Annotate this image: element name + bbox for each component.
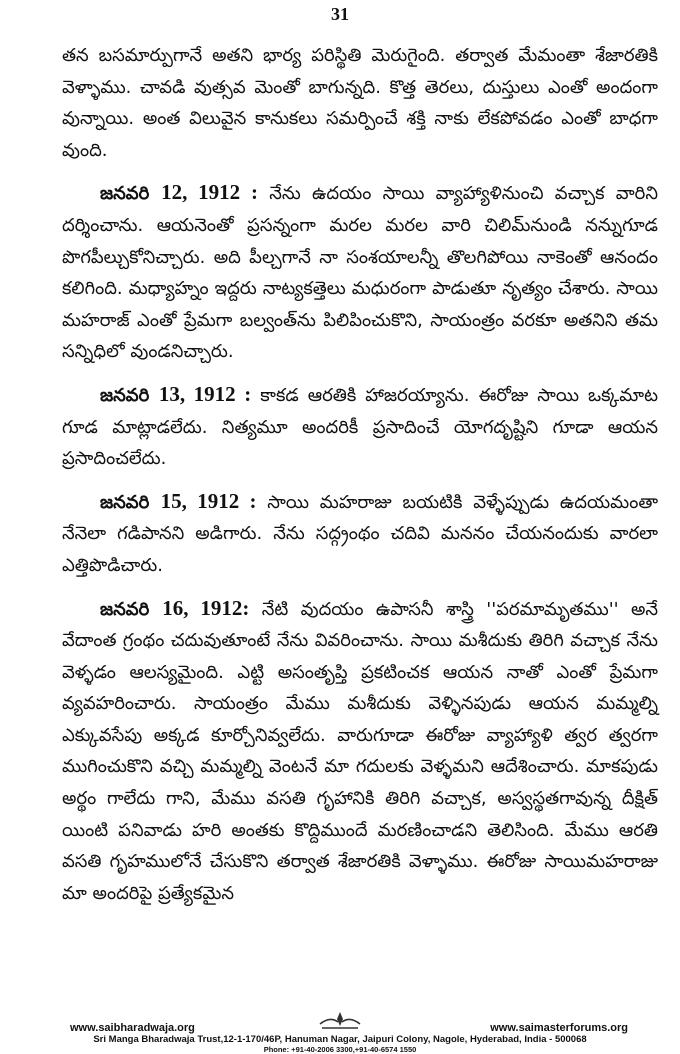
trust-emblem-icon [316,1010,364,1032]
entry-text: నేటి వుదయం ఉపాసనీ శాస్త్రి ''పరమామృతము'' అనే వేదాంత గ్రంథం చదువుతూంటే నేను వివరించాను. సాయి మశీదుకు తిరిగి వచ్చాక నేను వెళ్ళడం ఆలస్యమైంది. ఎట్టి అసంతృప్తి ప్రకటించక ఆయన నాతో ఎంతో ప్రేమగా వ్యవహరించారు. సాయంత్రం మేము మశీదుకు వెళ్ళినపుడు ఆయన మమ్మల్ని ఎక్కువసేపు అక్కడ కూర్చోనివ్వలేదు. వారుగూడా ఈరోజు వ్యాహ్యాళి త్వర త్వరగా ముగించుకొని వచ్చి మమ్మల్ని వెంటనే మా గదులకు వెళ్ళమని ఆదేశించారు. మాకపుడు అర్థం గాలేదు గాని, మేము వసతి గృహానికి తిరిగి వచ్చాక, అస్వస్థతగావున్న దీక్షిత్ యింటి పనివాడు హరి అంతకు కొద్దిముందే మరణించాడని తెలిసింది. మేము ఆరతి వసతి గృహములోనే చేసుకొని తర్వాత శేజారతికి వెళ్ళాము. ఈరోజు సాయిమహరాజు మా అందరిపై ప్రత్యేకమైన [62,598,658,904]
diary-entry-jan-13 [62,379,658,475]
entry-text: కాకడ ఆరతికి హాజరయ్యాను. ఈరోజు సాయి ఒక్కమాట గూడ మాట్లాడలేదు. నిత్యమూ అందరికీ ప్రసాదించే యోగదృష్టిని గూడా ఆయన ప్రసాదించలేదు. [62,384,658,470]
page-body [62,40,658,920]
diary-entry-jan-15 [62,486,658,582]
diary-entry-jan-12 [62,177,658,368]
footer-phone: Phone: +91-40-2006 3300,+91-40-6574 1550 [263,1045,417,1054]
paragraph: తన బసమార్పుగానే అతని భార్య పరిస్థితి మెరుగైంది. తర్వాత మేమంతా శేజారతికి వెళ్ళాము. చావడి వుత్సవ మెంతో బాగున్నది. కొత్త తెరలు, దుస్తులు ఎంతో అందంగా వున్నాయి. అంత విలువైన కానుకలు సమర్పించే శక్తి నాకు లేకపోవడం ఎంతో బాధగా వుంది. [62,45,658,161]
entry-text: సాయి మహరాజు బయటికి వెళ్ళేప్పుడు ఉదయమంతా నేనెలా గడిపానని అడిగారు. నేను సద్గ్రంథం చదివి మననం చేయనందుకు వారలా ఎత్తిపొడిచారు. [62,491,658,576]
entry-date: జనవరి 15, 1912 : [100,488,257,513]
footer-website-right: www.saimasterforums.org [490,1022,628,1034]
page-footer [0,1010,680,1054]
footer-address: Sri Manga Bharadwaja Trust,12-1-170/46P, Hanuman Nagar, Jaipuri Colony, Nagole, Hyderabad, India - 500068 [93,1034,587,1045]
page-number: 31 [331,4,349,24]
footer-website-left: www.saibharadwaja.org [70,1022,195,1034]
entry-date: జనవరి 13, 1912 : [100,381,252,406]
entry-date: జనవరి 16, 1912: [100,595,250,620]
diary-entry-jan-16 [62,593,658,910]
entry-date: జనవరి 12, 1912 : [100,180,258,205]
entry-text: నేను ఉదయం సాయి వ్యాహ్యాళినుంచి వచ్చాక వారిని దర్శించాను. ఆయనెంతో ప్రసన్నంగా మరల మరల వారి చిలిమ్‌నుండి నన్నుగూడ పొగపీల్చుకోనిచ్చారు. అది పీల్చగానే నా సంశయాలన్నీ తొలగిపోయి నాకెంతో ఆనందం కలిగింది. మధ్యాహ్నం ఇద్దరు నాట్యకత్తెలు మధురంగా పాడుతూ నృత్యం చేశారు. సాయి మహరాజ్ ఎంతో ప్రేమగా బల్వంత్‌ను పిలిపించుకొని, సాయంత్రం వరకూ అతనిని తమ సన్నిధిలో వుండనిచ్చారు. [62,183,658,363]
